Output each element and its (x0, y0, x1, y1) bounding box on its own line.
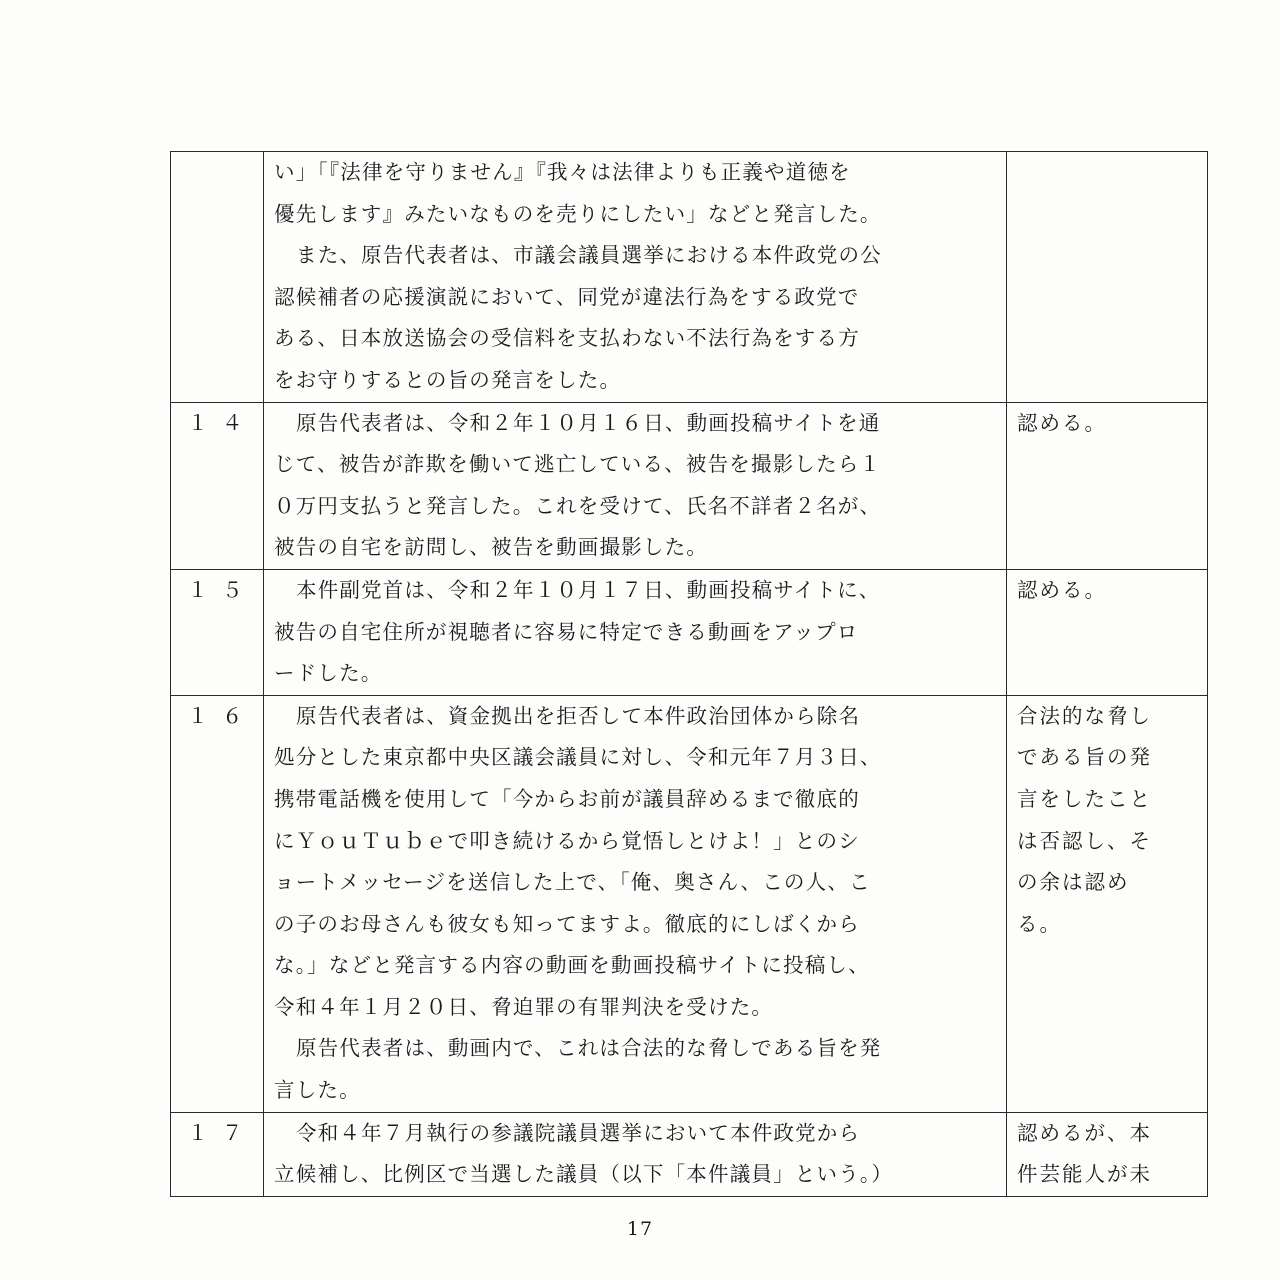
text-line: ードした。 (274, 661, 383, 686)
response-line: 言をしたこと (1017, 786, 1152, 811)
text-line: 認候補者の応援演説において、同党が違法行為をする政党で (274, 284, 860, 309)
row-response (1007, 569, 1208, 695)
text-line: 携帯電話機を使用して「今からお前が議員辞めるまで徹底的 (274, 786, 860, 811)
text-line: にＹｏｕＴｕｂｅで叩き続けるから覚悟しとけよ！」とのシ (274, 828, 860, 853)
text-line: じて、被告が詐欺を働いて逃亡している、被告を撮影したら１ (274, 452, 882, 477)
response-line: は否認し、そ (1017, 828, 1152, 853)
row-response (1007, 1112, 1208, 1196)
table-row (171, 569, 1208, 695)
text-line: 原告代表者は、資金拠出を拒否して本件政治団体から除名 (296, 703, 861, 728)
text-line: 本件副党首は、令和２年１０月１７日、動画投稿サイトに、 (296, 577, 881, 602)
text-line: 処分とした東京都中央区議会議員に対し、令和元年７月３日、 (274, 745, 882, 770)
row-response (1007, 402, 1208, 569)
response-line: 認めるが、本 (1017, 1120, 1152, 1145)
row-content (264, 695, 1007, 1112)
text-line: 令和４年１月２０日、脅迫罪の有罪判決を受けた。 (274, 994, 774, 1019)
text-line: また、原告代表者は、市議会議員選挙における本件政党の公 (296, 243, 882, 268)
text-line: 原告代表者は、令和２年１０月１６日、動画投稿サイトを通 (296, 410, 881, 435)
text-line: ョートメッセージを送信した上で、「俺、奥さん、この人、こ (274, 870, 871, 895)
text-line: 言した。 (274, 1078, 361, 1103)
table-row (171, 695, 1208, 1112)
text-line: 原告代表者は、動画内で、これは合法的な脅しである旨を発 (296, 1036, 882, 1061)
row-response (1007, 152, 1208, 403)
row-number (171, 152, 264, 403)
text-line: ０万円支払うと発言した。これを受けて、氏名不詳者２名が、 (274, 493, 882, 518)
table-row (171, 1112, 1208, 1196)
page-number: 17 (626, 1218, 654, 1240)
response-line: である旨の発 (1017, 745, 1152, 770)
row-number: １６ (171, 695, 264, 1112)
text-line: 優先します』みたいなものを売りにしたい」などと発言した。 (274, 201, 882, 226)
response-line: 合法的な脅し (1017, 703, 1152, 728)
row-number: １７ (171, 1112, 264, 1196)
text-line: 令和４年７月執行の参議院議員選挙において本件政党から (296, 1120, 861, 1145)
row-number: １４ (171, 402, 264, 569)
text-line: ある、日本放送協会の受信料を支払わない不法行為をする方 (274, 326, 860, 351)
row-content (264, 1112, 1007, 1196)
response-line: 認める。 (1017, 410, 1107, 435)
text-line: 被告の自宅住所が視聴者に容易に特定できる動画をアップロ (274, 619, 859, 644)
row-content (264, 152, 1007, 403)
response-line: 認める。 (1017, 577, 1107, 602)
row-response (1007, 695, 1208, 1112)
text-line: 立候補し、比例区で当選した議員（以下「本件議員」という。） (274, 1162, 894, 1187)
facts-table (170, 151, 1208, 1197)
text-line: な。」などと発言する内容の動画を動画投稿サイトに投稿し、 (274, 953, 870, 978)
row-number: １５ (171, 569, 264, 695)
text-line: 被告の自宅を訪問し、被告を動画撮影した。 (274, 535, 708, 560)
text-line: をお守りするとの旨の発言をした。 (274, 367, 622, 392)
table-row (171, 402, 1208, 569)
row-content (264, 569, 1007, 695)
response-line: る。 (1017, 911, 1062, 936)
row-content (264, 402, 1007, 569)
response-line: の余は認め (1017, 870, 1130, 895)
text-line: い」「『法律を守りません』『我々は法律よりも正義や道徳を (274, 160, 851, 184)
response-line: 件芸能人が未 (1017, 1162, 1152, 1187)
text-line: の子のお母さんも彼女も知ってますよ。徹底的にしばくから (274, 911, 860, 936)
table-row (171, 152, 1208, 403)
